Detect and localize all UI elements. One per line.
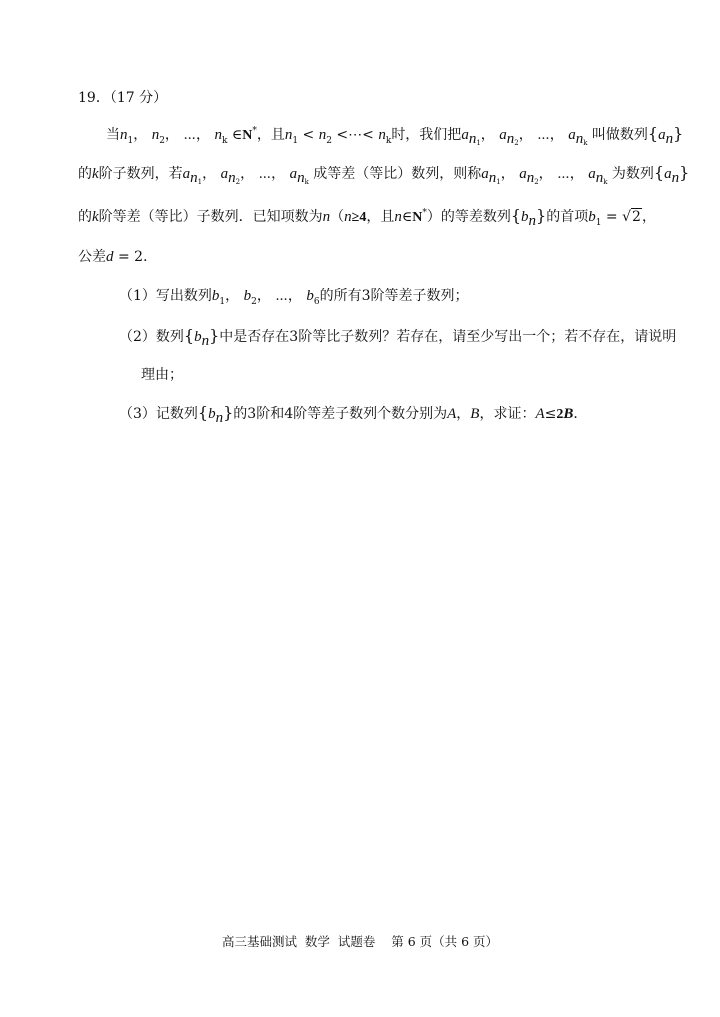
math-text: 1 <box>127 136 134 146</box>
math-text: ． <box>573 406 588 422</box>
math-text: ， <box>195 127 210 143</box>
math-text: 的所有3阶等差子数列； <box>319 288 469 304</box>
math-text: { <box>510 206 522 225</box>
math-text: a <box>658 127 666 143</box>
math-text <box>468 131 481 147</box>
math-text: n <box>595 170 604 186</box>
math-text: n <box>201 333 210 349</box>
math-text: n <box>318 127 327 143</box>
math-text: d <box>106 249 114 265</box>
math-text: * <box>422 208 427 218</box>
math-text: B <box>563 406 574 422</box>
math-text: n <box>468 131 477 147</box>
math-text <box>488 170 501 186</box>
math-text: 中是否存在3阶等比子数列？若存在，请至少写出一个；若不存在，请说明 <box>219 329 677 345</box>
math-text: ⋯ <box>258 166 272 182</box>
question-number <box>78 88 167 110</box>
math-text <box>228 170 241 186</box>
math-text: n <box>488 170 497 186</box>
math-text: k <box>221 136 228 146</box>
math-text: ， <box>271 166 286 182</box>
math-text: 的 <box>78 166 92 182</box>
math-text: a <box>664 166 672 182</box>
math-text: ， <box>256 288 271 304</box>
math-text: ≤ <box>544 406 557 422</box>
stem-line-3 <box>78 206 656 228</box>
math-text: 6 <box>313 297 320 307</box>
math-text: a <box>481 166 489 182</box>
math-text <box>575 131 588 147</box>
math-text: ， <box>202 166 217 182</box>
math-text: ， <box>225 288 240 304</box>
math-text: n <box>228 170 236 186</box>
math-text: b <box>194 329 202 345</box>
math-text: k <box>385 136 392 146</box>
math-text: k <box>603 178 608 186</box>
math-text: ， <box>287 288 302 304</box>
math-text: ≥4 <box>351 210 367 225</box>
math-text: b <box>306 288 314 304</box>
math-text: ， <box>164 127 179 143</box>
math-text: 为数列 <box>611 166 654 182</box>
math-text: ， <box>641 209 656 225</box>
part-3 <box>119 403 587 425</box>
math-text: { <box>653 163 665 182</box>
math-text: } <box>679 163 690 182</box>
math-text: A <box>535 406 545 422</box>
math-text: <⋯< <box>331 127 379 143</box>
math-text: n <box>120 127 128 143</box>
math-text: ⋯ <box>183 127 196 143</box>
math-text: ⋯ <box>557 166 570 182</box>
math-text: 1 <box>476 139 481 147</box>
math-text: ． <box>143 249 158 265</box>
math-text: k <box>583 139 588 147</box>
math-text: （3） <box>119 406 156 422</box>
math-text: a <box>499 127 507 143</box>
math-text: 19．（17 分） <box>78 90 168 106</box>
math-text: 2 <box>556 407 564 422</box>
math-text: a <box>568 127 576 143</box>
math-text <box>528 213 537 229</box>
math-text: 成等差（等比）数列，则称 <box>313 166 482 182</box>
math-text: ，且 <box>366 209 395 225</box>
math-text: 1 <box>197 178 203 186</box>
math-text: ∈ <box>231 127 243 143</box>
math-text: 阶等差（等比）子数列．已知项数为 <box>98 209 323 225</box>
math-text: n <box>297 170 305 186</box>
math-text: ， <box>569 166 584 182</box>
math-text: = <box>601 209 623 225</box>
math-text: 阶子数列，若 <box>98 166 183 182</box>
math-text: n <box>215 410 224 426</box>
math-text: 2 <box>134 249 144 265</box>
page-footer: 高三基础测试 数学 试题卷 第 6 页（共 6 页） <box>221 934 499 949</box>
math-text: 记数列 <box>155 406 198 422</box>
math-text: n <box>151 127 160 143</box>
math-text: n <box>665 131 674 147</box>
math-text: 1 <box>595 218 602 228</box>
math-text: b <box>521 209 529 225</box>
math-text: b <box>208 406 216 422</box>
math-text <box>297 170 309 186</box>
math-text: b <box>588 209 596 225</box>
stem-line-1 <box>106 124 683 146</box>
math-text: A <box>447 406 457 422</box>
math-text: a <box>519 166 527 182</box>
math-text: n <box>378 127 386 143</box>
math-text: * <box>252 126 257 136</box>
math-text: 2 <box>514 139 519 147</box>
math-text: 1 <box>496 178 501 186</box>
math-text: 叫做数列 <box>591 127 648 143</box>
math-text: a <box>461 127 469 143</box>
math-text: ， <box>549 127 564 143</box>
math-text: < <box>298 127 319 143</box>
math-text: ，求证： <box>479 406 536 422</box>
math-text: a <box>220 166 229 182</box>
math-text: b <box>243 288 252 304</box>
math-text: } <box>673 124 684 143</box>
math-text: k <box>304 178 309 186</box>
math-text: n <box>526 170 535 186</box>
math-text: B <box>470 406 480 422</box>
math-text: 2 <box>534 178 539 186</box>
math-text: 的3阶和4阶等差子数列个数分别为 <box>233 406 448 422</box>
part-2-continued <box>141 365 183 387</box>
math-text: ， <box>240 166 255 182</box>
math-text: ， <box>500 166 515 182</box>
math-text: } <box>536 206 547 225</box>
math-text <box>506 131 519 147</box>
math-text: ，且 <box>256 127 285 143</box>
math-text: 2 <box>326 136 332 146</box>
math-text <box>215 410 224 426</box>
math-text: ， <box>518 127 533 143</box>
math-text <box>563 406 573 422</box>
math-text: k <box>92 166 99 182</box>
math-text: a <box>289 166 298 182</box>
math-text: = <box>113 249 135 265</box>
math-text: 数列 <box>155 329 184 345</box>
math-text: N <box>412 210 423 225</box>
math-text: ⋯ <box>275 288 288 304</box>
math-text: 公差 <box>78 249 106 265</box>
math-text: 写出数列 <box>155 288 212 304</box>
math-text: 的 <box>78 209 92 225</box>
math-text <box>190 170 203 186</box>
math-text: n <box>214 127 222 143</box>
math-text: n <box>344 209 352 225</box>
math-text: n <box>671 170 680 186</box>
math-text: 2 <box>251 297 257 307</box>
math-text: 时，我们把 <box>391 127 462 143</box>
math-text: { <box>647 124 659 143</box>
math-text: b <box>211 288 220 304</box>
math-text <box>201 333 210 349</box>
math-text: { <box>197 403 209 422</box>
math-text: ⋯ <box>537 127 550 143</box>
math-text: 理由； <box>141 367 183 383</box>
math-text: ）的等差数列 <box>426 209 511 225</box>
math-text: （1） <box>119 288 156 304</box>
math-text: （ <box>330 209 345 225</box>
math-text: k <box>92 209 99 225</box>
stem-line-4 <box>78 247 157 269</box>
math-text: ， <box>133 127 148 143</box>
part-2 <box>119 326 676 348</box>
math-text <box>526 170 539 186</box>
math-text: n <box>528 213 537 229</box>
math-text: n <box>394 209 402 225</box>
math-text: n <box>575 131 584 147</box>
math-text: a <box>182 166 191 182</box>
math-text: 的首项 <box>546 209 589 225</box>
math-text <box>595 170 608 186</box>
math-text: n <box>506 131 515 147</box>
math-text: n <box>284 127 293 143</box>
math-text: N <box>242 128 253 143</box>
math-text: 1 <box>292 136 299 146</box>
math-text: { <box>183 326 195 345</box>
math-text: √ <box>622 209 632 225</box>
part-1 <box>119 286 469 308</box>
math-text: ， <box>456 406 471 422</box>
math-text: } <box>223 403 234 422</box>
math-text: n <box>190 170 198 186</box>
math-text: （2） <box>119 329 156 345</box>
math-text: 1 <box>219 297 226 307</box>
math-text <box>665 131 674 147</box>
math-text: 2 <box>235 178 241 186</box>
stem-line-2 <box>78 163 689 185</box>
math-text: ， <box>538 166 553 182</box>
math-text: 2 <box>159 136 165 146</box>
math-text: a <box>588 166 596 182</box>
math-text: n <box>322 209 331 225</box>
math-text: } <box>209 326 220 345</box>
math-text: ∈ <box>401 209 413 225</box>
math-text <box>671 170 680 186</box>
math-text: 当 <box>106 127 120 143</box>
math-text: ， <box>480 127 495 143</box>
math-text: 2 <box>632 209 641 225</box>
